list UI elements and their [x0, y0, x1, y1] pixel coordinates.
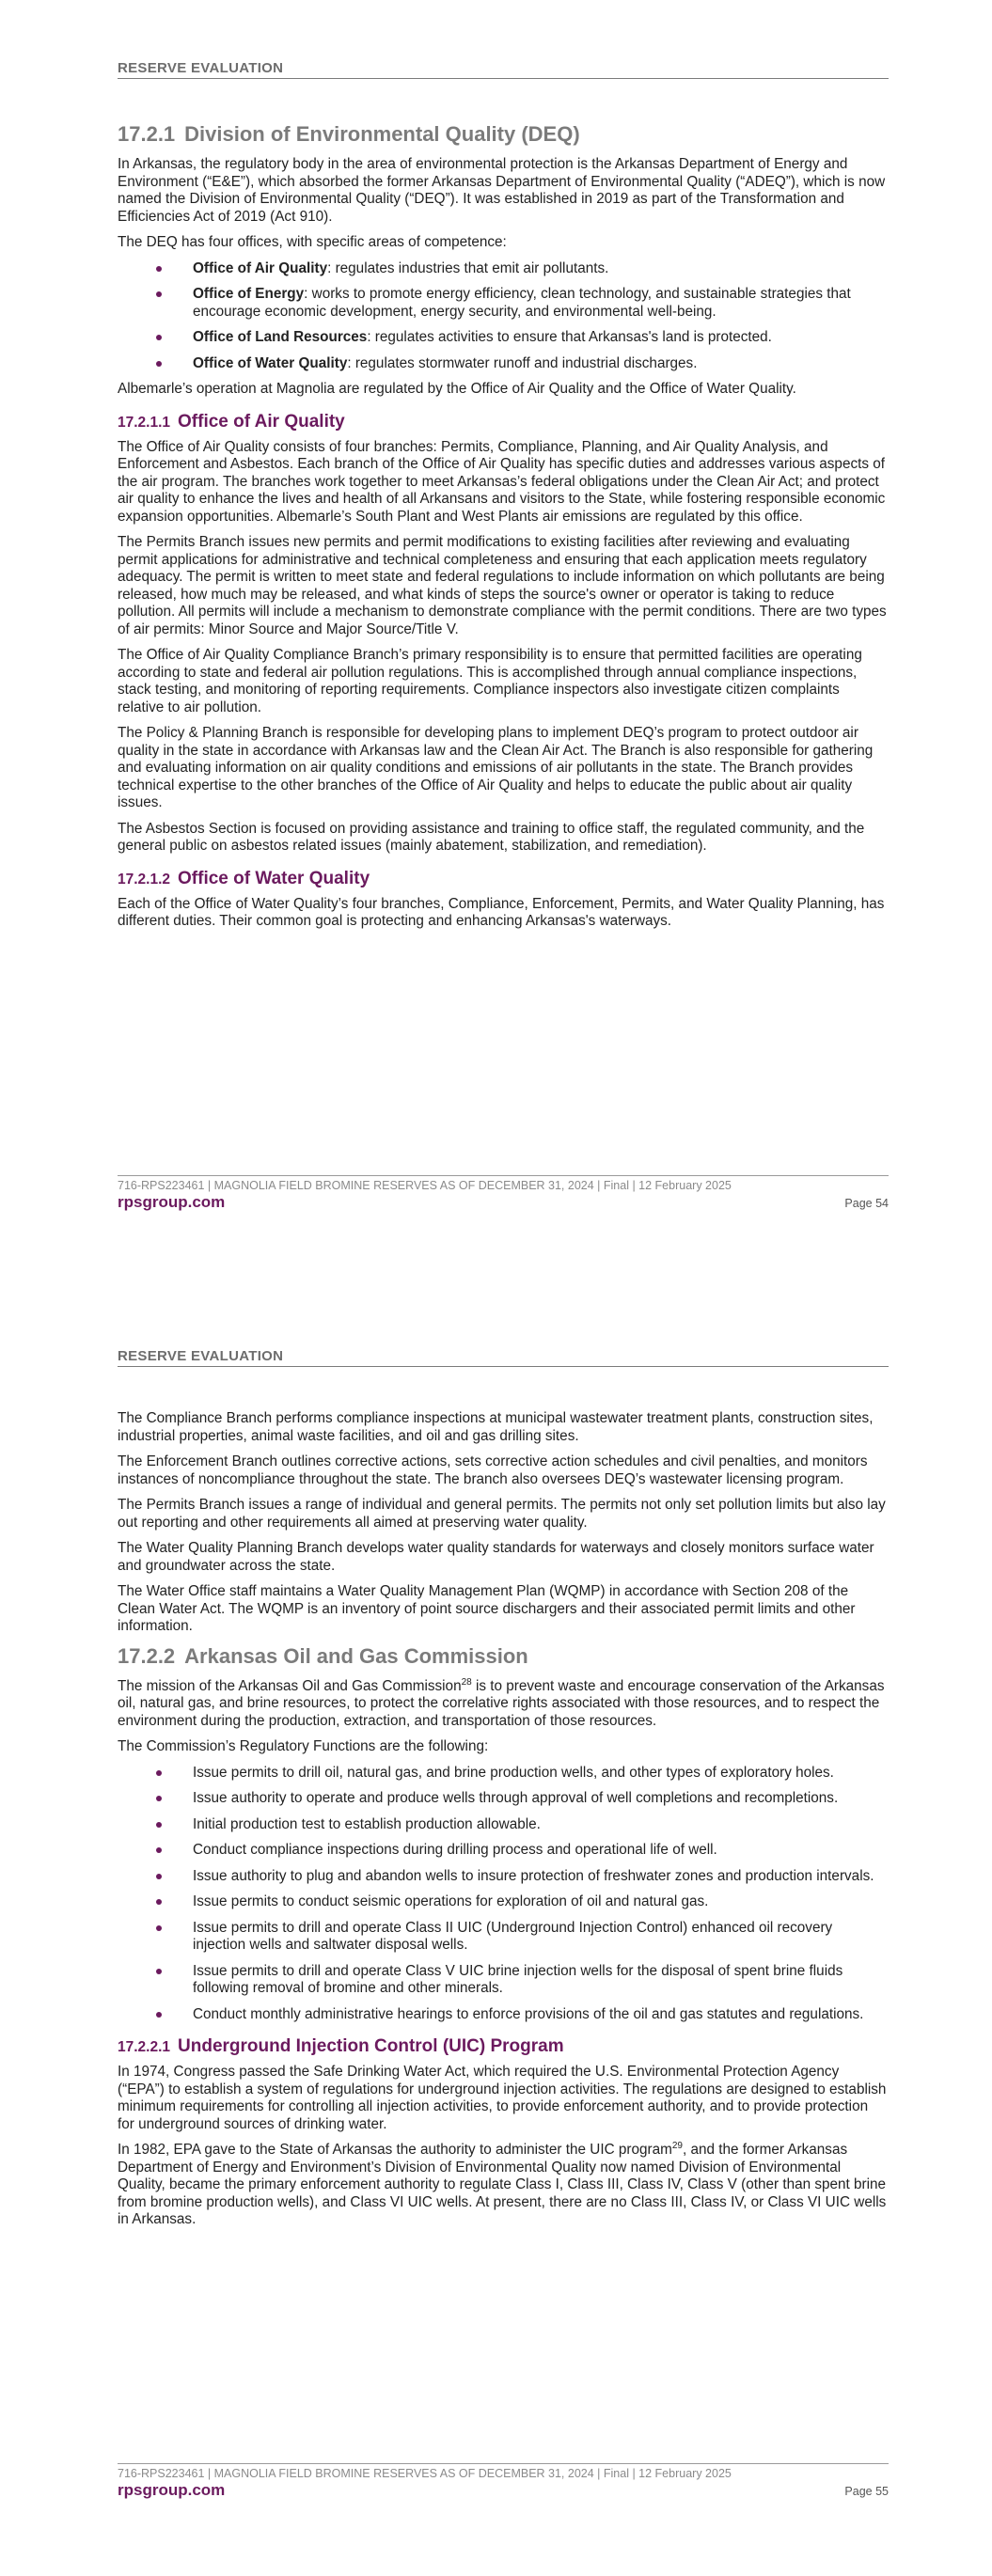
- paragraph: The Commission’s Regulatory Functions are the following:: [118, 1738, 489, 1754]
- subsection-number: 17.2.1.2: [118, 871, 171, 887]
- paragraph: The DEQ has four offices, with specific areas of competence:: [118, 234, 507, 250]
- subsection-title: Office of Air Quality: [178, 411, 345, 432]
- page-footer: [118, 2463, 889, 2500]
- list-item: Conduct monthly administrative hearings to enforce provisions of the oil and gas statutes and regulations.: [193, 2006, 889, 2024]
- section-number: 17.2.2: [118, 1643, 176, 1668]
- section-number: 17.2.1: [118, 122, 176, 146]
- page-content: [118, 1410, 889, 2238]
- paragraph: In Arkansas, the regulatory body in the area of environmental protection is the Arkansas Department of Energy and Environment (“E&E”), which absorbed the former Arkansas Department of Environmental Quality (“ADEQ”), which is now named the Division of Environmental Quality (“DEQ”). It was established in 2019 as part of the Transformation and Efficiencies Act of 2019 (Act 910).: [118, 156, 886, 225]
- bullet-icon: [156, 291, 162, 297]
- bullet-icon: [156, 1822, 162, 1828]
- paragraph: The Permits Branch issues a range of individual and general permits. The permits not only set pollution limits but also lay out reporting and other requirements all aimed at preserving water quality.: [118, 1497, 886, 1531]
- list-item: Office of Air Quality: regulates industries that emit air pollutants.: [193, 260, 889, 278]
- paragraph: Each of the Office of Water Quality’s four branches, Compliance, Enforcement, Permits, and Water Quality Planning, has different duties. Their common goal is protecting and enhancing Arkansas's waterways.: [118, 895, 885, 929]
- section-title: Arkansas Oil and Gas Commission: [184, 1643, 528, 1668]
- list-item: Conduct compliance inspections during drilling process and operational life of well.: [193, 1842, 889, 1860]
- footnote-ref[interactable]: 28: [461, 1676, 472, 1688]
- paragraph: The Permits Branch issues new permits and permit modifications to existing facilities after reviewing and evaluating permit applications for administrative and technical completeness and ensuring that each application meets regulatory adequacy. The permit is written to meet state and federal regulations to include information on which pollutants are being released, how much may be released, and what kinds of steps the source's owner or operator is taking to reduce pollution. All permits will include a mechanism to demonstrate compliance with the permit conditions. There are two types of air permits: Minor Source and Major Source/Title V.: [118, 534, 887, 637]
- section-heading-aogc: [118, 1644, 889, 1669]
- section-title: Division of Environmental Quality (DEQ): [184, 122, 580, 146]
- page-55: [0, 1288, 992, 2576]
- bullet-icon: [156, 1969, 162, 1974]
- section-heading-deq: [118, 122, 889, 147]
- paragraph: The Office of Air Quality Compliance Branch’s primary responsibility is to ensure that permitted facilities are operating according to state and federal air pollution regulations. This is accomplished through annual compliance inspections, stack testing, and monitoring of reporting requirements. Compliance inspectors also investigate citizen complaints relative to air pollution.: [118, 647, 862, 715]
- paragraph: In 1982, EPA gave to the State of Arkansas the authority to administer the UIC program$^{29}$, and the former Arkansas Department of Energy and Environment’s Division of Environmental Quality now named Division of Environmental Quality, became the primary enforcement authority to regulate Class I, Class III, Class IV, Class V (other than spent brine from bromine production wells), and Class VI UIC wells. At present, there are no Class III, Class IV, or Class VI UIC wells in Arkansas.: [118, 2140, 887, 2227]
- list-item: Issue permits to drill oil, natural gas, and brine production wells, and other types of exploratory holes.: [193, 1765, 889, 1783]
- bullet-icon: [156, 1847, 162, 1853]
- page-number: Page 54: [844, 1197, 889, 1210]
- footnote-ref[interactable]: 29: [671, 2140, 683, 2151]
- bullet-icon: [156, 1796, 162, 1801]
- page-content: [118, 115, 889, 939]
- offices-list: [118, 260, 889, 373]
- list-item: Office of Water Quality: regulates stormwater runoff and industrial discharges.: [193, 355, 889, 373]
- subsection-title: Underground Injection Control (UIC) Program: [178, 2036, 564, 2056]
- list-item: Issue permits to drill and operate Class II UIC (Underground Injection Control) enhanced oil recovery injection wells and saltwater disposal wells.: [193, 1920, 889, 1955]
- bullet-icon: [156, 1874, 162, 1879]
- page-number: Page 55: [844, 2485, 889, 2498]
- website-link[interactable]: rpsgroup.com: [118, 1193, 226, 1211]
- list-item: Issue permits to drill and operate Class V UIC brine injection wells for the disposal of spent brine fluids following removal of bromine and other minerals.: [193, 1963, 889, 1998]
- bullet-icon: [156, 361, 162, 367]
- list-item: Issue authority to operate and produce wells through approval of well completions and recompletions.: [193, 1790, 889, 1808]
- functions-list: [118, 1765, 889, 2024]
- subsection-heading-uic: [118, 2036, 889, 2058]
- bullet-icon: [156, 2012, 162, 2018]
- list-item: Initial production test to establish production allowable.: [193, 1816, 889, 1834]
- bullet-icon: [156, 1899, 162, 1905]
- list-item: Issue permits to conduct seismic operations for exploration of oil and natural gas.: [193, 1893, 889, 1911]
- website-link[interactable]: rpsgroup.com: [118, 2481, 226, 2499]
- paragraph: The Compliance Branch performs compliance inspections at municipal wastewater treatment plants, construction sites, industrial properties, animal waste facilities, and oil and gas drilling sites.: [118, 1410, 874, 1444]
- bullet-icon: [156, 1925, 162, 1931]
- paragraph: The mission of the Arkansas Oil and Gas Commission$^{28}$ is to prevent waste and encourage conservation of the Arkansas oil, natural gas, and brine resources, to protect the correlative rights associated with those resources, and to respect the environment during the production, extraction, and transportation of those resources.: [118, 1676, 885, 1729]
- document-reference: 716-RPS223461 | MAGNOLIA FIELD BROMINE RESERVES AS OF DECEMBER 31, 2024 | Final | 12 February 2025: [118, 1179, 732, 1192]
- paragraph: In 1974, Congress passed the Safe Drinking Water Act, which required the U.S. Environmental Protection Agency (“EPA”) to establish a system of regulations for underground injection activities. The regulations are designed to establish minimum requirements for controlling all injection activities, to provide enforcement authority, and to provide protection for underground sources of drinking water.: [118, 2064, 887, 2132]
- paragraph: Albemarle’s operation at Magnolia are regulated by the Office of Air Quality and the Office of Water Quality.: [118, 381, 796, 397]
- bullet-icon: [156, 335, 162, 340]
- page-footer: [118, 1175, 889, 1212]
- bullet-icon: [156, 1770, 162, 1776]
- paragraph: The Water Quality Planning Branch develops water quality standards for waterways and closely monitors surface water and groundwater across the state.: [118, 1540, 874, 1574]
- paragraph: The Office of Air Quality consists of four branches: Permits, Compliance, Planning, and Air Quality Analysis, and Enforcement and Asbestos. Each branch of the Office of Air Quality has specific duties and addresses various aspects of the air program. The branches work together to meet Arkansas’s federal obligations under the Clean Air Act; and protect air quality to enhance the lives and health of all Arkansans and visitors to the State, while fostering responsible economic expansion opportunities. Albemarle’s South Plant and West Plants air emissions are regulated by this office.: [118, 438, 886, 525]
- page-header: RESERVE EVALUATION: [118, 1348, 889, 1367]
- list-item: Office of Land Resources: regulates activities to ensure that Arkansas's land is protected.: [193, 329, 889, 347]
- subsection-title: Office of Water Quality: [178, 868, 370, 888]
- subsection-heading-water-quality: [118, 869, 889, 890]
- paragraph: The Enforcement Branch outlines corrective actions, sets corrective action schedules and civil penalties, and monitors instances of noncompliance throughout the state. The branch also oversees DEQ’s wastewater licensing program.: [118, 1453, 868, 1487]
- subsection-heading-air-quality: [118, 412, 889, 433]
- document-reference: 716-RPS223461 | MAGNOLIA FIELD BROMINE RESERVES AS OF DECEMBER 31, 2024 | Final | 12 February 2025: [118, 2467, 732, 2480]
- subsection-number: 17.2.1.1: [118, 414, 171, 431]
- subsection-number: 17.2.2.1: [118, 2039, 171, 2055]
- paragraph: The Water Office staff maintains a Water Quality Management Plan (WQMP) in accordance with Section 208 of the Clean Water Act. The WQMP is an inventory of point source dischargers and their associated permit limits and other information.: [118, 1583, 856, 1634]
- bullet-icon: [156, 266, 162, 272]
- paragraph: The Asbestos Section is focused on providing assistance and training to office staff, the regulated community, and the general public on asbestos related issues (mainly abatement, stabilization, and remediation).: [118, 820, 865, 854]
- paragraph: The Policy & Planning Branch is responsible for developing plans to implement DEQ’s program to protect outdoor air quality in the state in accordance with Arkansas law and the Clean Air Act. The Branch is also responsible for gathering and evaluating information on air quality conditions and emissions of air pollutants in the state. The Branch provides technical expertise to the other branches of the Office of Air Quality and helps to educate the public about air quality issues.: [118, 725, 874, 810]
- list-item: Issue authority to plug and abandon wells to insure protection of freshwater zones and production intervals.: [193, 1868, 889, 1886]
- page-header: RESERVE EVALUATION: [118, 60, 889, 79]
- list-item: Office of Energy: works to promote energy efficiency, clean technology, and sustainable strategies that encourage economic development, energy security, and environmental well-being.: [193, 286, 889, 321]
